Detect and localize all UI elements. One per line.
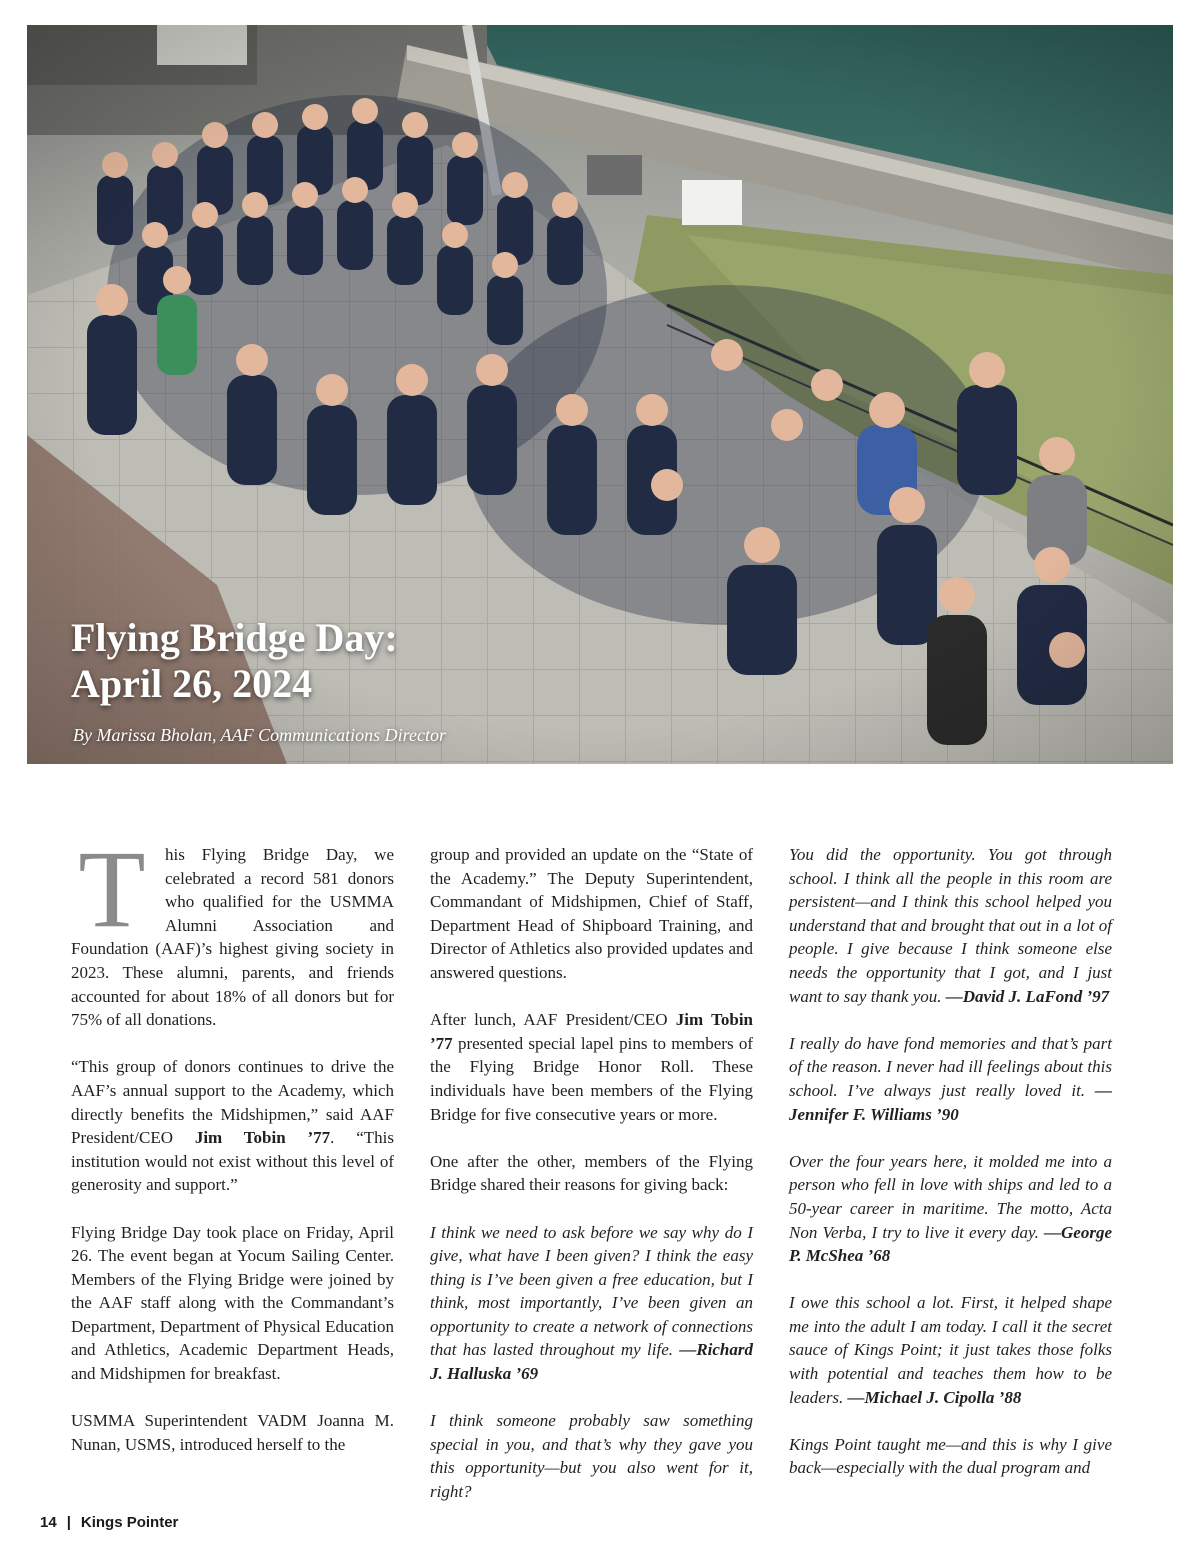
footer-separator: |	[66, 1514, 71, 1531]
article-byline: By Marissa Bholan, AAF Communications Director	[73, 725, 446, 745]
publication-name: Kings Pointer	[80, 1514, 179, 1531]
paragraph-intro	[71, 828, 394, 1032]
paragraph-superintendent: USMMA Superintendent VADM Joanna M. Nunan, USMS, introduced herself to the	[71, 1411, 394, 1454]
quote-text: I really do have fond memories and that’s part of the reason. I never had ill feelings about this school. I’ve always just really loved it.	[789, 1033, 1112, 1100]
quote-attribution: —Michael J. Cipolla ’88	[847, 1387, 1022, 1407]
paragraph-text: presented special lapel pins to members of the Flying Bridge Honor Roll. These individuals have been members of the Flying Bridge for five consecutive years or more.	[430, 1033, 753, 1124]
person-name: Jim Tobin ’77	[194, 1128, 331, 1148]
quote-text: Over the four years here, it molded me into a person who fell in love with ships and led to a 50-year career in maritime. The motto, Acta Non Verba, I try to live it every day.	[789, 1151, 1112, 1242]
article-column-3	[789, 843, 1112, 1504]
paragraph-lapel-pins	[430, 1008, 753, 1126]
quote-attribution: —David J. LaFond ’97	[945, 986, 1110, 1006]
quote-attribution: —Richard J. Halluska ’69	[430, 1340, 753, 1384]
quote-text: You did the opportunity. You got through school. I think all the people in this room are persistent—and I think this school helped you understand that and brought that out in a lot of people. I give because I think someone else needs the opportunity that I got, and I just want to say thank you.	[789, 845, 1112, 1006]
quote-attribution: —Jennifer F. Williams ’90	[789, 1080, 1112, 1124]
quote-text: I think we need to ask before we say why do I give, what have I been given? I think the easy thing is I’ve been given a free education, but I think, most importantly, I’ve been given an opportunity to create a network of connections that has lasted throughout my life.	[430, 1222, 753, 1360]
page-number: 14	[40, 1514, 57, 1531]
paragraph-state-of-academy: group and provided an update on the “State of the Academy.” The Deputy Superintendent, Commandant of Midshipmen, Chief of Staff, Department Head of Shipboard Training, and Director of Athletics also provided updates and answered questions.	[430, 845, 753, 982]
paragraph-intro-text: his Flying Bridge Day, we celebrated a record 581 donors who qualified for the USMMA Alumni Association and Foundation (AAF)’s highest giving society in 2023. These alumni, parents, and friends accounted for about 18% of all donors but for 75% of all donations.	[71, 845, 394, 1030]
paragraph-text: . “This institution would not exist without this level of generosity and support.”	[71, 1128, 394, 1195]
quote-lafond-end	[789, 843, 1112, 1008]
quote-williams	[789, 1032, 1112, 1126]
person-name: Jim Tobin ’77	[430, 1010, 753, 1053]
paragraph-text: After lunch, AAF President/CEO	[430, 1010, 676, 1030]
quote-lafond-start: I think someone probably saw something special in you, and that’s why they gave you this opportunity—but you also went for it, right?	[430, 1411, 753, 1502]
quote-halluska	[430, 1221, 753, 1386]
quote-cipolla	[789, 1291, 1112, 1409]
drop-cap: T	[78, 828, 146, 950]
paragraph-quote-tobin	[71, 1055, 394, 1197]
quote-mcshea	[789, 1150, 1112, 1268]
article-title-line1: Flying Bridge Day:	[71, 615, 398, 660]
article-column-1	[71, 828, 394, 1480]
hero-photo	[27, 25, 1173, 764]
quote-continued: Kings Point taught me—and this is why I give back—especially with the dual program and	[789, 1434, 1112, 1478]
article-title	[71, 615, 398, 707]
quote-attribution: —George P. McShea ’68	[789, 1222, 1112, 1266]
article-title-line2: April 26, 2024	[71, 661, 313, 706]
paragraph-reasons-intro: One after the other, members of the Flying Bridge shared their reasons for giving back:	[430, 1151, 753, 1195]
paragraph-text: “This group of donors continues to drive the AAF’s annual support to the Academy, which directly benefits the Midshipmen,” said AAF President/CEO	[71, 1057, 394, 1148]
article-column-2	[430, 843, 753, 1527]
page-footer	[40, 1514, 178, 1531]
paragraph-event: Flying Bridge Day took place on Friday, April 26. The event began at Yocum Sailing Center. Members of the Flying Bridge were joined by the AAF staff along with the Commandant’s Department, Department of Physical Education and Athletics, Academic Department Heads, and Midshipmen for breakfast.	[71, 1222, 394, 1384]
quote-text: I owe this school a lot. First, it helped shape me into the adult I am today. I call it the secret sauce of Kings Point; it just takes those folks with potential and teaches them how to be leaders.	[789, 1293, 1112, 1407]
